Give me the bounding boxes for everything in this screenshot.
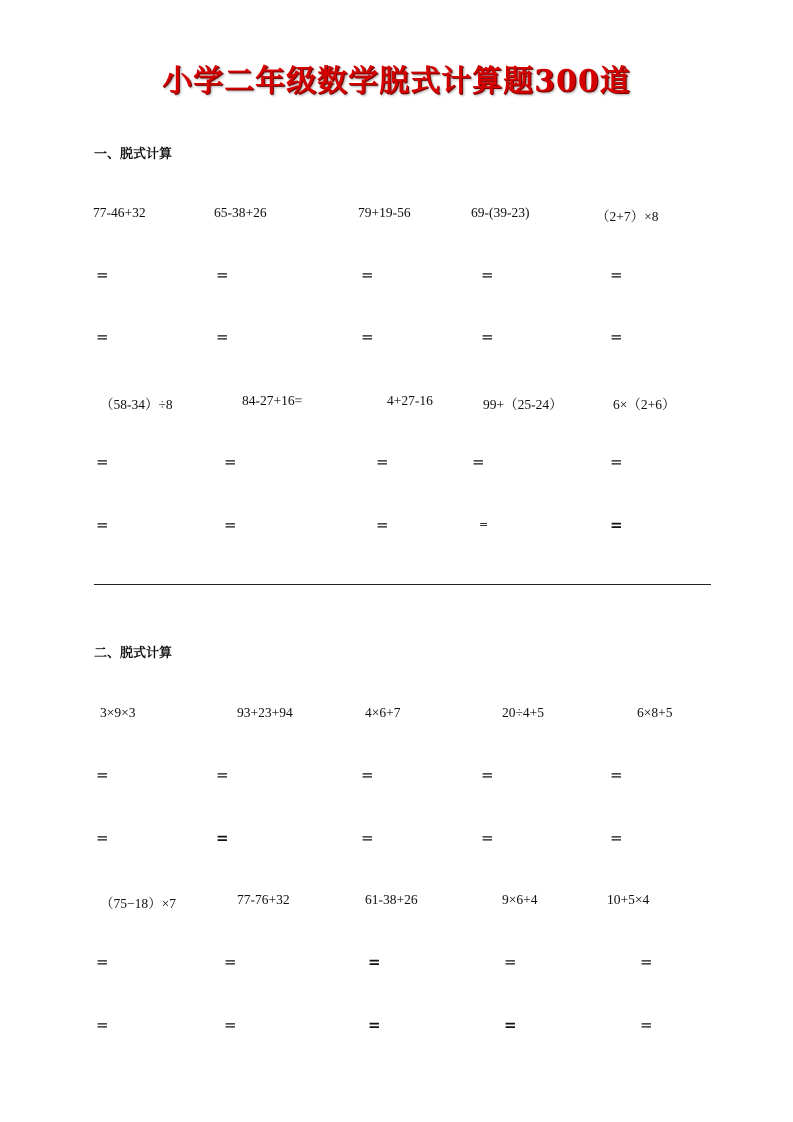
- equals-sign: =: [610, 453, 623, 471]
- problem: （2+7）×8: [596, 209, 659, 224]
- problem: 3×9×3: [100, 705, 136, 720]
- equals-sign: =: [610, 328, 623, 346]
- problem: 4+27-16: [387, 393, 433, 408]
- equals-sign: =: [504, 1016, 517, 1034]
- problem: 10+5×4: [607, 892, 650, 907]
- equals-sign: =: [368, 953, 381, 971]
- equals-sign: =: [96, 953, 109, 971]
- problem: 61-38+26: [365, 892, 418, 907]
- equals-sign: =: [96, 1016, 109, 1034]
- problem: 69-(39-23): [471, 205, 530, 220]
- equals-sign: =: [224, 453, 237, 471]
- problem: 6×（2+6）: [613, 397, 676, 412]
- problem: （75−18）×7: [100, 896, 176, 911]
- equals-sign: =: [368, 1016, 381, 1034]
- equals-sign: =: [640, 953, 653, 971]
- problem: 77-46+32: [93, 205, 146, 220]
- problem: 93+23+94: [237, 705, 293, 720]
- equals-sign: =: [96, 453, 109, 471]
- equals-sign: =: [361, 328, 374, 346]
- equals-sign: =: [96, 266, 109, 284]
- equals-sign: =: [481, 328, 494, 346]
- equals-sign: =: [216, 328, 229, 346]
- equals-sign: =: [504, 953, 517, 971]
- problem: 77-76+32: [237, 892, 290, 907]
- equals-sign: =: [481, 766, 494, 784]
- equals-sign: =: [96, 829, 109, 847]
- problem: 99+（25-24）: [483, 397, 563, 412]
- problem: 65-38+26: [214, 205, 267, 220]
- equals-sign: =: [224, 516, 237, 534]
- problem: 84-27+16=: [242, 393, 303, 408]
- section-divider: [94, 584, 711, 585]
- problem: 9×6+4: [502, 892, 538, 907]
- equals-sign: =: [610, 516, 623, 534]
- section-heading-1: 一、脱式计算: [94, 147, 173, 162]
- equals-sign: =: [216, 266, 229, 284]
- problem: 20÷4+5: [502, 705, 545, 720]
- equals-sign: =: [224, 953, 237, 971]
- equals-sign: =: [376, 453, 389, 471]
- equals-sign: =: [610, 766, 623, 784]
- equals-sign: =: [610, 829, 623, 847]
- equals-sign: =: [640, 1016, 653, 1034]
- equals-sign: =: [472, 453, 485, 471]
- problem: 6×8+5: [637, 705, 673, 720]
- section-heading-2: 二、脱式计算: [94, 646, 173, 661]
- equals-sign: =: [96, 516, 109, 534]
- equals-sign: =: [479, 518, 489, 531]
- equals-sign: =: [481, 266, 494, 284]
- equals-sign: =: [376, 516, 389, 534]
- equals-sign: =: [361, 766, 374, 784]
- problem: 79+19-56: [358, 205, 411, 220]
- equals-sign: =: [96, 766, 109, 784]
- equals-sign: =: [96, 328, 109, 346]
- problem: （58-34）÷8: [100, 397, 173, 412]
- equals-sign: =: [224, 1016, 237, 1034]
- equals-sign: =: [610, 266, 623, 284]
- equals-sign: =: [216, 766, 229, 784]
- equals-sign: =: [216, 829, 229, 847]
- equals-sign: =: [481, 829, 494, 847]
- document-title: 小学二年级数学脱式计算题300道: [162, 64, 631, 99]
- equals-sign: =: [361, 829, 374, 847]
- problem: 4×6+7: [365, 705, 401, 720]
- equals-sign: =: [361, 266, 374, 284]
